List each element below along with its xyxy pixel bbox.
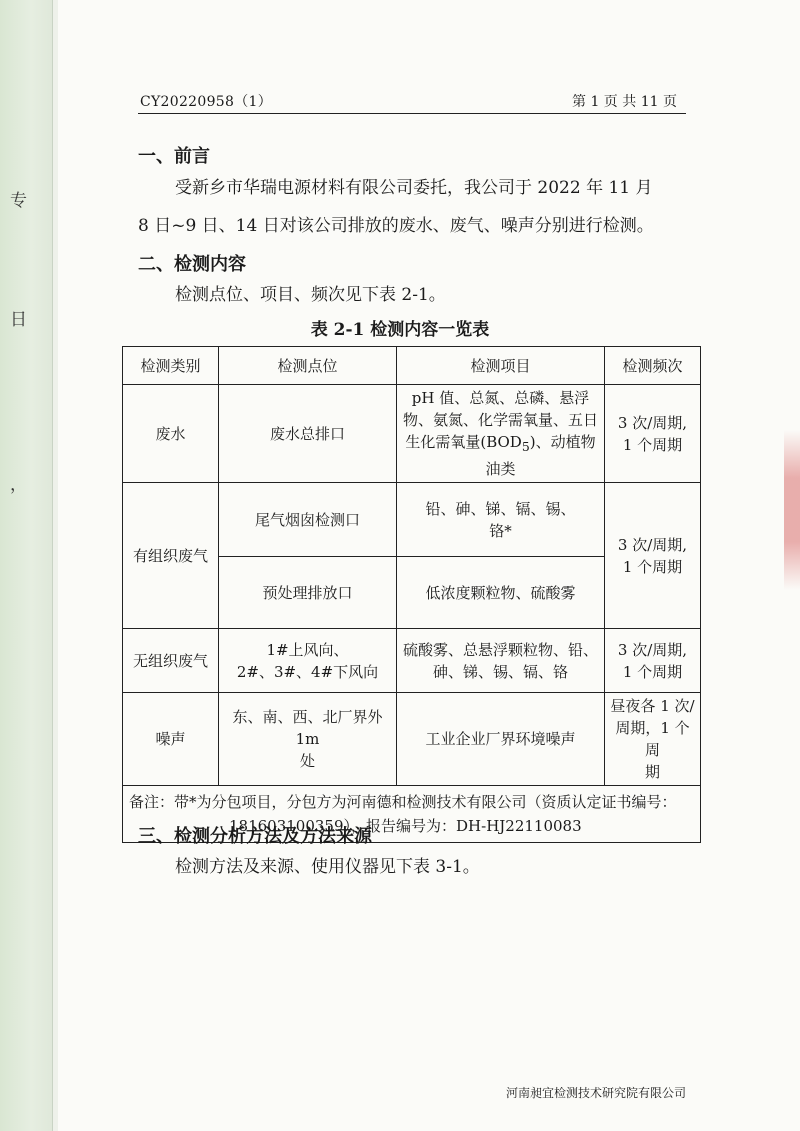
cell-category: 有组织废气 xyxy=(123,483,219,629)
section-title-preface: 一、前言 xyxy=(138,146,210,167)
cell-items: 低浓度颗粒物、硫酸雾 xyxy=(397,557,605,629)
section-title-methods: 三、检测分析方法及方法来源 xyxy=(138,826,372,847)
document-number: CY20220958（1） xyxy=(140,94,273,110)
strip-fragment: 专 xyxy=(10,191,27,211)
table-row xyxy=(123,385,701,483)
cell-category: 噪声 xyxy=(123,693,219,786)
cell-point: 废水总排口 xyxy=(219,385,397,483)
preface-line-1: 受新乡市华瑞电源材料有限公司委托，我公司于 2022 年 11 月 xyxy=(175,178,653,198)
table-row xyxy=(123,483,701,557)
header-frequency: 检测频次 xyxy=(605,347,701,385)
table-header-row xyxy=(123,347,701,385)
cell-point: 东、南、西、北厂界外 1m 处 xyxy=(219,693,397,786)
page-indicator: 第 1 页 共 11 页 xyxy=(572,94,677,110)
cell-point: 尾气烟囱检测口 xyxy=(219,483,397,557)
cell-category: 无组织废气 xyxy=(123,629,219,693)
cell-category: 废水 xyxy=(123,385,219,483)
table-note: 备注：带*为分包项目，分包方为河南德和检测技术有限公司（资质认定证书编号： 181603100359），报告编号为：DH-HJ22110083 xyxy=(123,786,701,843)
content-intro: 检测点位、项目、频次见下表 2-1。 xyxy=(175,285,446,305)
section-title-content: 二、检测内容 xyxy=(138,254,246,275)
header-category: 检测类别 xyxy=(123,347,219,385)
strip-fragment: 日 xyxy=(10,310,27,330)
cell-items: 工业企业厂界环境噪声 xyxy=(397,693,605,786)
cell-frequency: 3 次/周期, 1 个周期 xyxy=(605,483,701,629)
methods-intro: 检测方法及来源、使用仪器见下表 3-1。 xyxy=(175,857,480,877)
cell-point: 1#上风向、 2#、3#、4#下风向 xyxy=(219,629,397,693)
inspection-content-table xyxy=(122,346,701,843)
footer-company: 河南昶宜检测技术研究院有限公司 xyxy=(506,1086,687,1100)
cell-items: 硫酸雾、总悬浮颗粒物、铅、 砷、锑、锡、镉、铬 xyxy=(397,629,605,693)
preface-line-2: 8 日~9 日、14 日对该公司排放的废水、废气、噪声分别进行检测。 xyxy=(138,216,654,236)
table-row xyxy=(123,629,701,693)
header-point: 检测点位 xyxy=(219,347,397,385)
cell-items: pH 值、总氮、总磷、悬浮物、氨氮、化学需氧量、五日生化需氧量$(BOD_5)$、动植物油类 xyxy=(397,385,605,483)
header-items: 检测项目 xyxy=(397,347,605,385)
cell-items: 铅、砷、锑、镉、锡、 铬* xyxy=(397,483,605,557)
cell-point: 预处理排放口 xyxy=(219,557,397,629)
adjacent-page-strip xyxy=(0,0,53,1131)
cell-frequency: 3 次/周期, 1 个周期 xyxy=(605,629,701,693)
table-caption: 表 2-1 检测内容一览表 xyxy=(310,320,490,340)
header-rule xyxy=(138,113,686,114)
cell-frequency: 3 次/周期, 1 个周期 xyxy=(605,385,701,483)
cell-frequency: 昼夜各 1 次/ 周期，1 个周 期 xyxy=(605,693,701,786)
table-row xyxy=(123,693,701,786)
strip-fragment: ， xyxy=(10,475,27,495)
seal-edge-mark xyxy=(784,430,800,590)
